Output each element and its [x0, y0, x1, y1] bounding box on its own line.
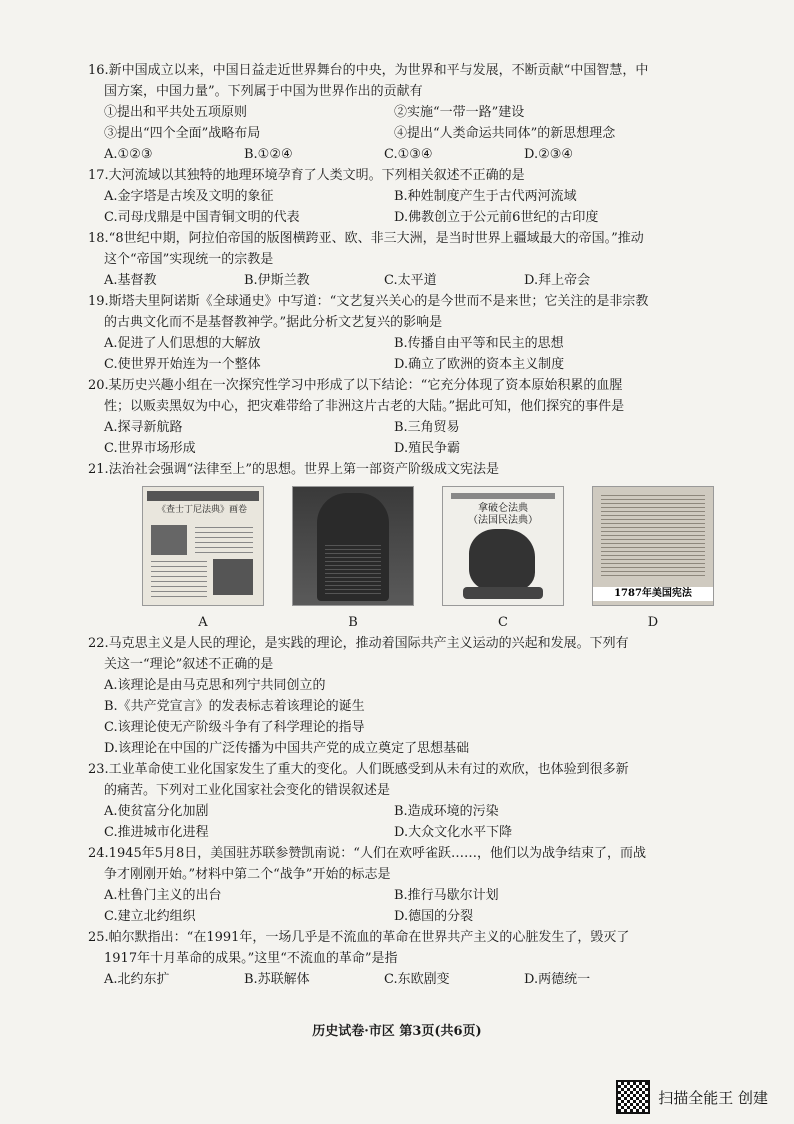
- question-stem: 22.马克思主义是人民的理论，是实践的理论，推动着国际共产主义运动的兴起和发展。下列有: [88, 636, 629, 651]
- figure-d: [578, 486, 728, 633]
- exam-page: [88, 60, 728, 990]
- question-stem: 的痛苦。下列对工业化国家社会变化的错误叙述是: [104, 783, 391, 798]
- question-stem: 争才刚刚开始。”材料中第二个“战争”开始的标志是: [104, 867, 391, 882]
- option-a: A.探寻新航路: [104, 420, 183, 435]
- option-b: B.①②④: [244, 147, 293, 162]
- qr-code-icon: [616, 1080, 650, 1114]
- figure-c: [428, 486, 578, 633]
- question-stem: 国方案，中国力量”。下列属于中国为世界作出的贡献有: [104, 84, 423, 99]
- option-a: A.促进了人们思想的大解放: [104, 336, 261, 351]
- question-stem: 24.1945年5月8日，美国驻苏联参赞凯南说：“人们在欢呼雀跃……，他们以为战争结束了，而战: [88, 846, 646, 861]
- figure-b: [278, 486, 428, 633]
- question-18: [88, 228, 728, 291]
- option-d: D.德国的分裂: [394, 909, 474, 924]
- option-d: D.殖民争霸: [394, 441, 461, 456]
- option-d: D.该理论在中国的广泛传播为中国共产党的成立奠定了思想基础: [104, 741, 470, 756]
- question-20: [88, 375, 728, 459]
- page-footer: 历史试卷·市区 第3页(共6页): [312, 1024, 482, 1039]
- option-c: C.该理论使无产阶级斗争有了科学理论的指导: [104, 720, 365, 735]
- option-c: C.使世界开始连为一个整体: [104, 357, 261, 372]
- option-d: D.大众文化水平下降: [394, 825, 513, 840]
- question-stem: 关这一“理论”叙述不正确的是: [104, 657, 274, 672]
- question-stem: 19.斯塔夫里阿诺斯《全球通史》中写道：“文艺复兴关心的是今世而不是来世；它关注的是非宗教: [88, 294, 649, 309]
- question-stem: 21.法治社会强调“法律至上”的思想。世界上第一部资产阶级成文宪法是: [88, 462, 499, 477]
- question-21: [88, 459, 728, 633]
- question-stem: 性；以贩卖黑奴为中心，把灾难带给了非洲这片古老的大陆。”据此可知，他们探究的事件是: [104, 399, 625, 414]
- option-a: A.杜鲁门主义的出台: [104, 888, 222, 903]
- option-b: B.《共产党宣言》的发表标志着该理论的诞生: [104, 699, 365, 714]
- option-a: A.基督教: [104, 273, 157, 288]
- figure-label: C: [498, 615, 508, 630]
- option-b: B.推行马歇尔计划: [394, 888, 499, 903]
- question-24: [88, 843, 728, 927]
- option-c: C.建立北约组织: [104, 909, 196, 924]
- option-a: A.北约东扩: [104, 972, 170, 987]
- option-c: C.司母戊鼎是中国青铜文明的代表: [104, 210, 300, 225]
- figure-title: 拿破仑法典: [478, 503, 528, 514]
- figure-label: B: [348, 615, 358, 630]
- question-25: [88, 927, 728, 990]
- figure-caption: 1787年美国宪法: [593, 587, 713, 601]
- figure-title: 《查士丁尼法典》画卷: [157, 505, 248, 515]
- question-stem: 17.大河流域以其独特的地理环境孕育了人类文明。下列相关叙述不正确的是: [88, 168, 525, 183]
- option-b: B.三角贸易: [394, 420, 460, 435]
- option-b: B.种姓制度产生于古代两河流域: [394, 189, 577, 204]
- question-stem: 1917年十月革命的成果。”这里“不流血的革命”是指: [104, 951, 398, 966]
- option-d: D.拜上帝会: [524, 273, 591, 288]
- question-stem: 20.某历史兴趣小组在一次探究性学习中形成了以下结论：“它充分体现了资本原始积累的血腥: [88, 378, 623, 393]
- figure-subtitle: （法国民法典）: [468, 515, 538, 526]
- question-19: [88, 291, 728, 375]
- option-d: D.确立了欧洲的资本主义制度: [394, 357, 565, 372]
- statement-item: ①提出和平共处五项原则: [104, 105, 248, 120]
- option-c: C.东欧剧变: [384, 972, 450, 987]
- figure-label: A: [198, 615, 208, 630]
- option-a: A.该理论是由马克思和列宁共同创立的: [104, 678, 326, 693]
- stele-image: [292, 486, 414, 606]
- figure-label: D: [647, 615, 659, 630]
- option-d: D.两德统一: [524, 972, 591, 987]
- option-a: A.①②③: [104, 147, 153, 162]
- us-constitution-image: [592, 486, 714, 606]
- figure-row: [88, 486, 728, 633]
- napoleonic-code-image: [442, 486, 564, 606]
- figure-a: [128, 486, 278, 633]
- scanner-watermark: [616, 1080, 768, 1114]
- watermark-text: 扫描全能王 创建: [658, 1088, 768, 1107]
- option-c: C.太平道: [384, 273, 437, 288]
- option-c: C.推进城市化进程: [104, 825, 209, 840]
- question-stem: 18.“8世纪中期，阿拉伯帝国的版图横跨亚、欧、非三大洲，是当时世界上疆域最大的帝国。”推动: [88, 231, 644, 246]
- question-17: [88, 165, 728, 228]
- question-23: [88, 759, 728, 843]
- statement-item: ④提出“人类命运共同体”的新思想理念: [394, 126, 616, 141]
- question-stem: 25.帕尔默指出：“在1991年，一场几乎是不流血的革命在世界共产主义的心脏发生了，毁灭了: [88, 930, 630, 945]
- question-16: [88, 60, 728, 165]
- option-b: B.伊斯兰教: [244, 273, 310, 288]
- question-stem: 23.工业革命使工业化国家发生了重大的变化。人们既感受到从未有过的欢欣，也体验到很多新: [88, 762, 629, 777]
- justinian-code-image: [142, 486, 264, 606]
- option-c: C.①③④: [384, 147, 433, 162]
- statement-item: ②实施“一带一路”建设: [394, 105, 525, 120]
- option-b: B.传播自由平等和民主的思想: [394, 336, 564, 351]
- option-b: B.造成环境的污染: [394, 804, 499, 819]
- option-b: B.苏联解体: [244, 972, 310, 987]
- question-22: [88, 633, 728, 759]
- question-stem: 的古典文化而不是基督教神学。”据此分析文艺复兴的影响是: [104, 315, 443, 330]
- option-a: A.金字塔是古埃及文明的象征: [104, 189, 274, 204]
- option-a: A.使贫富分化加剧: [104, 804, 209, 819]
- option-d: D.②③④: [524, 147, 574, 162]
- option-d: D.佛教创立于公元前6世纪的古印度: [394, 210, 599, 225]
- question-stem: 这个“帝国”实现统一的宗教是: [104, 252, 274, 267]
- statement-item: ③提出“四个全面”战略布局: [104, 126, 261, 141]
- question-stem: 16.新中国成立以来，中国日益走近世界舞台的中央，为世界和平与发展，不断贡献“中国智慧，中: [88, 63, 649, 78]
- option-c: C.世界市场形成: [104, 441, 196, 456]
